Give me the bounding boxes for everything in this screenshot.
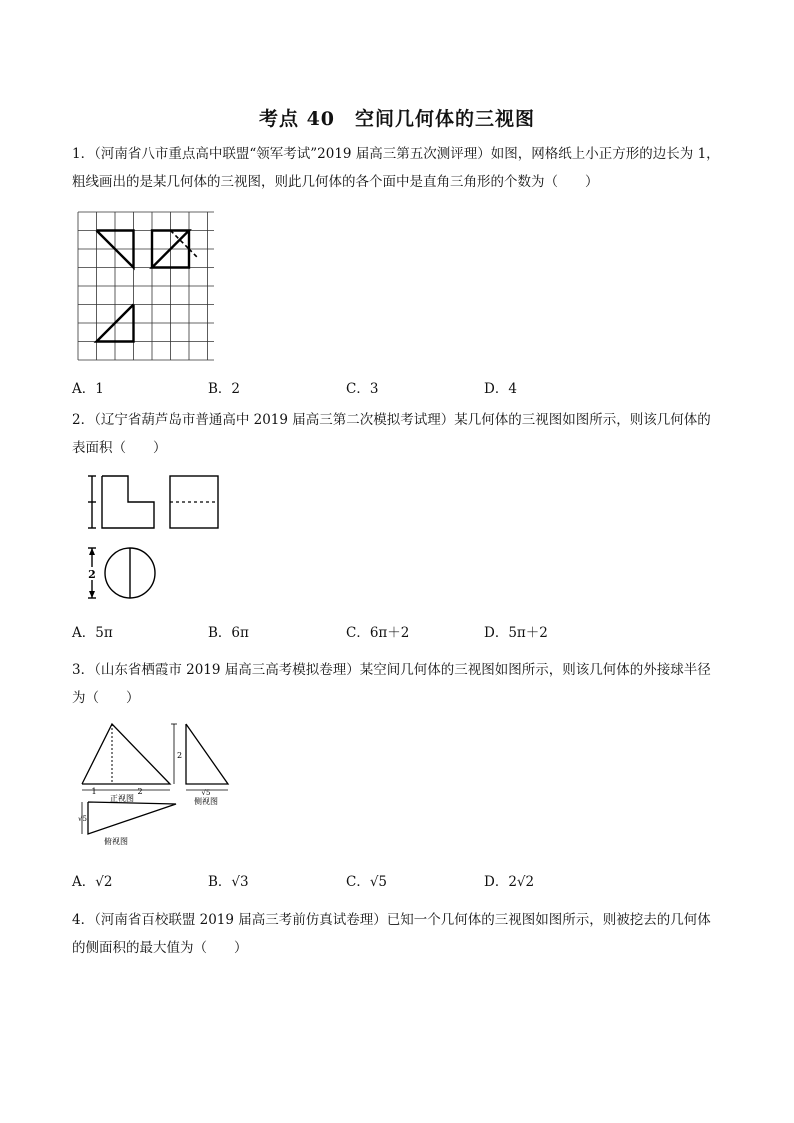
q1-option-b: B．2 <box>208 381 241 397</box>
question-1-text-line1: 1．（河南省八市重点高中联盟“领军考试”2019 届高三第五次测评理）如图，网格纸上小正方形的边长为 1， <box>72 146 720 162</box>
question-3-text-line1: 3．（山东省栖霞市 2019 届高三高考模拟卷理）某空间几何体的三视图如图所示，则该几何体的外接球半径 <box>72 662 711 678</box>
question-4 <box>72 906 732 962</box>
question-2 <box>72 406 732 462</box>
q3-side-view-label: 侧视图 <box>194 797 218 806</box>
q1-option-c: C．3 <box>346 381 379 397</box>
page-title: 考点 40 空间几何体的三视图 <box>258 108 536 130</box>
q1-option-d: D．4 <box>484 381 517 397</box>
question-3-text-line2: 为（ ） <box>72 690 140 706</box>
question-3 <box>72 656 732 712</box>
q3-front-view-label: 正视图 <box>110 794 134 803</box>
question-2-text-line1: 2．（辽宁省葫芦岛市普通高中 2019 届高三第二次模拟考试理）某几何体的三视图如图所示，则该几何体的 <box>72 412 711 428</box>
q3-dim-2: 2 <box>137 787 143 796</box>
q3-option-d: D．2√2 <box>484 874 535 890</box>
q2-height-label: 2 <box>88 568 96 581</box>
question-4-text-line1: 4．（河南省百校联盟 2019 届高三考前仿真试卷理）已知一个几何体的三视图如图所示，则被挖去的几何体 <box>72 912 711 928</box>
q3-dim-1: 1 <box>91 787 97 796</box>
q3-option-c: C．√5 <box>346 874 388 890</box>
q3-top-view-label: 俯视图 <box>104 837 128 846</box>
question-1-grid-figure <box>76 210 216 362</box>
q2-option-c: C．6π＋2 <box>346 625 410 641</box>
question-1-text-line2: 粗线画出的是某几何体的三视图，则此几何体的各个面中是直角三角形的个数为（ ） <box>72 174 599 190</box>
q3-option-a: A．√2 <box>72 874 113 890</box>
question-2-three-view-figure <box>76 470 236 604</box>
q1-option-a: A．1 <box>72 381 104 397</box>
q3-dim-side: √5 <box>201 789 211 797</box>
q2-option-a: A．5π <box>72 625 113 641</box>
q3-option-b: B．√3 <box>208 874 249 890</box>
q3-dim-height: 2 <box>177 751 183 760</box>
q2-option-b: B．6π <box>208 625 249 641</box>
question-4-text-line2: 的侧面积的最大值为（ ） <box>72 940 248 956</box>
q3-dim-top: √5 <box>78 815 87 823</box>
question-1 <box>72 140 732 196</box>
question-2-text-line2: 表面积（ ） <box>72 440 167 456</box>
q2-option-d: D．5π＋2 <box>484 625 548 641</box>
question-3-three-view-figure <box>78 718 238 848</box>
